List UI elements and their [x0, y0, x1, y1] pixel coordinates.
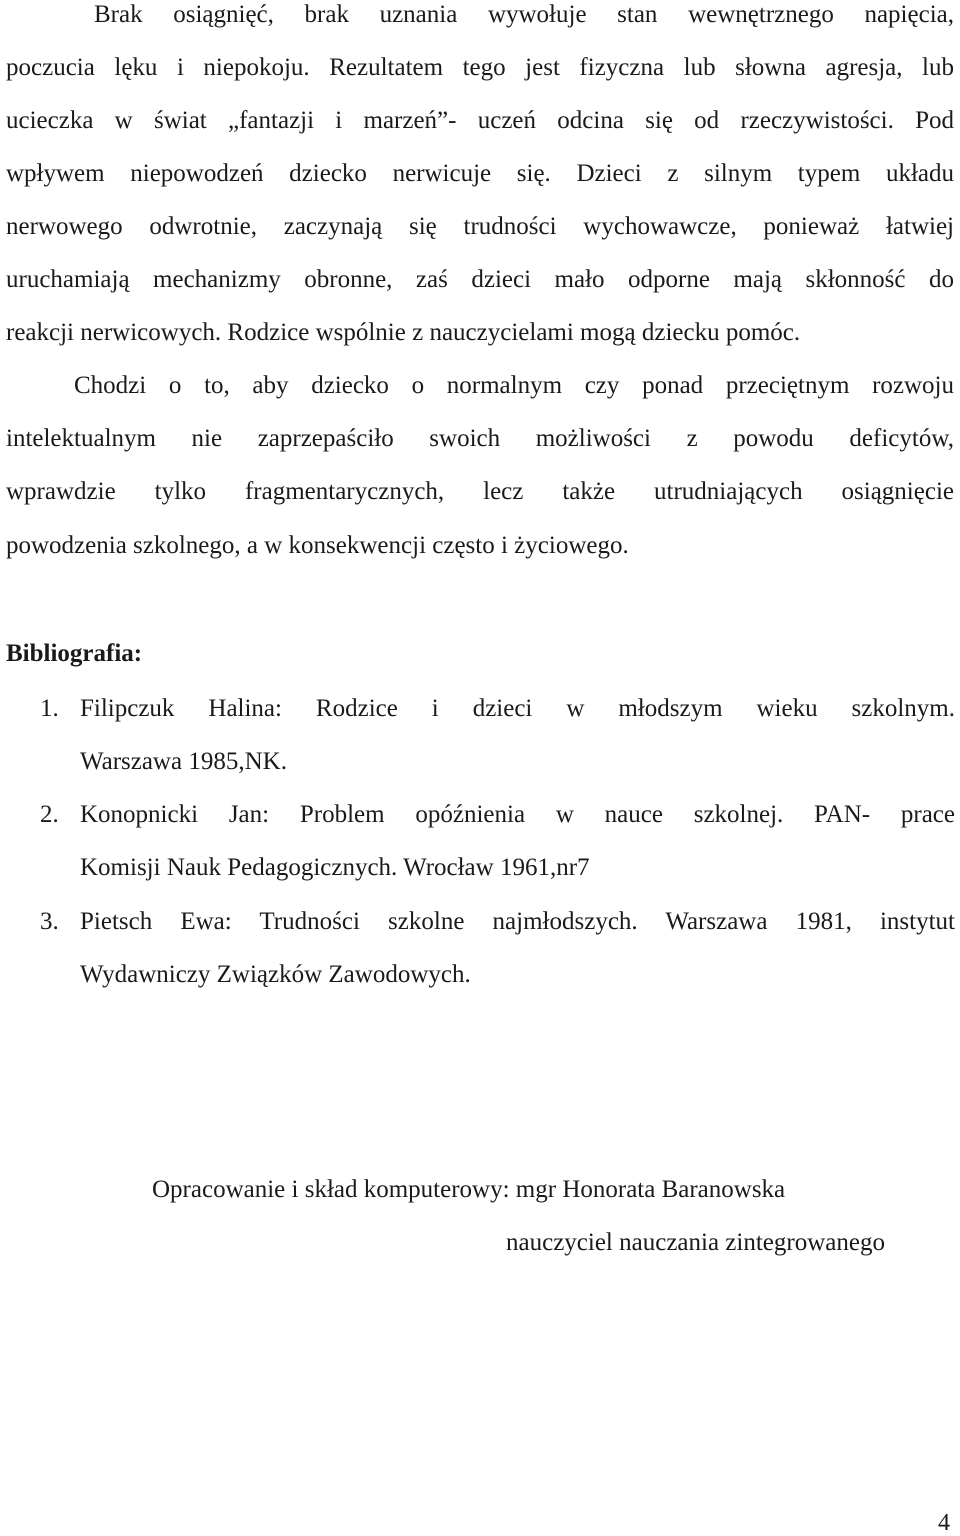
paragraph-1-line-4: wpływem niepowodzeń dziecko nerwicuje się. Dzieci z silnym typem układu — [6, 160, 954, 187]
bibliography-item-1-number: 1. — [40, 695, 59, 722]
paragraph-2-line-3: wprawdzie tylko fragmentarycznych, lecz także utrudniających osiągnięcie — [6, 478, 954, 505]
paragraph-2-line-4: powodzenia szkolnego, a w konsekwencji często i życiowego. — [6, 532, 629, 559]
paragraph-1-line-2: poczucia lęku i niepokoju. Rezultatem tego jest fizyczna lub słowna agresja, lub — [6, 54, 954, 81]
bibliography-heading: Bibliografia: — [6, 640, 143, 667]
author-line: Opracowanie i skład komputerowy: mgr Honorata Baranowska — [152, 1176, 786, 1203]
bibliography-item-3-line-1: Pietsch Ewa: Trudności szkolne najmłodszych. Warszawa 1981, instytut — [80, 908, 955, 935]
paragraph-1-line-7: reakcji nerwicowych. Rodzice wspólnie z nauczycielami mogą dziecku pomóc. — [6, 319, 801, 346]
bibliography-item-3-line-2: Wydawniczy Związków Zawodowych. — [80, 961, 471, 988]
bibliography-item-2-line-1: Konopnicki Jan: Problem opóźnienia w nauce szkolnej. PAN- prace — [80, 801, 955, 828]
bibliography-item-2-line-2: Komisji Nauk Pedagogicznych. Wrocław 1961,nr7 — [80, 854, 590, 881]
paragraph-1-line-3: ucieczka w świat „fantazji i marzeń”- uczeń odcina się od rzeczywistości. Pod — [6, 107, 954, 134]
paragraph-1-line-5: nerwowego odwrotnie, zaczynają się trudności wychowawcze, ponieważ łatwiej — [6, 213, 954, 240]
page-number: 4 — [938, 1510, 950, 1536]
author-role-line: nauczyciel nauczania zintegrowanego — [506, 1229, 885, 1256]
bibliography-item-1-line-2: Warszawa 1985,NK. — [80, 748, 287, 775]
paragraph-1-line-1: Brak osiągnięć, brak uznania wywołuje stan wewnętrznego napięcia, — [94, 1, 954, 28]
paragraph-2-line-1: Chodzi o to, aby dziecko o normalnym czy ponad przeciętnym rozwoju — [74, 372, 954, 399]
bibliography-item-2-number: 2. — [40, 801, 59, 828]
bibliography-item-1-line-1: Filipczuk Halina: Rodzice i dzieci w młodszym wieku szkolnym. — [80, 695, 955, 722]
bibliography-item-3-number: 3. — [40, 908, 59, 935]
paragraph-2-line-2: intelektualnym nie zaprzepaściło swoich możliwości z powodu deficytów, — [6, 425, 954, 452]
paragraph-1-line-6: uruchamiają mechanizmy obronne, zaś dzieci mało odporne mają skłonność do — [6, 266, 954, 293]
